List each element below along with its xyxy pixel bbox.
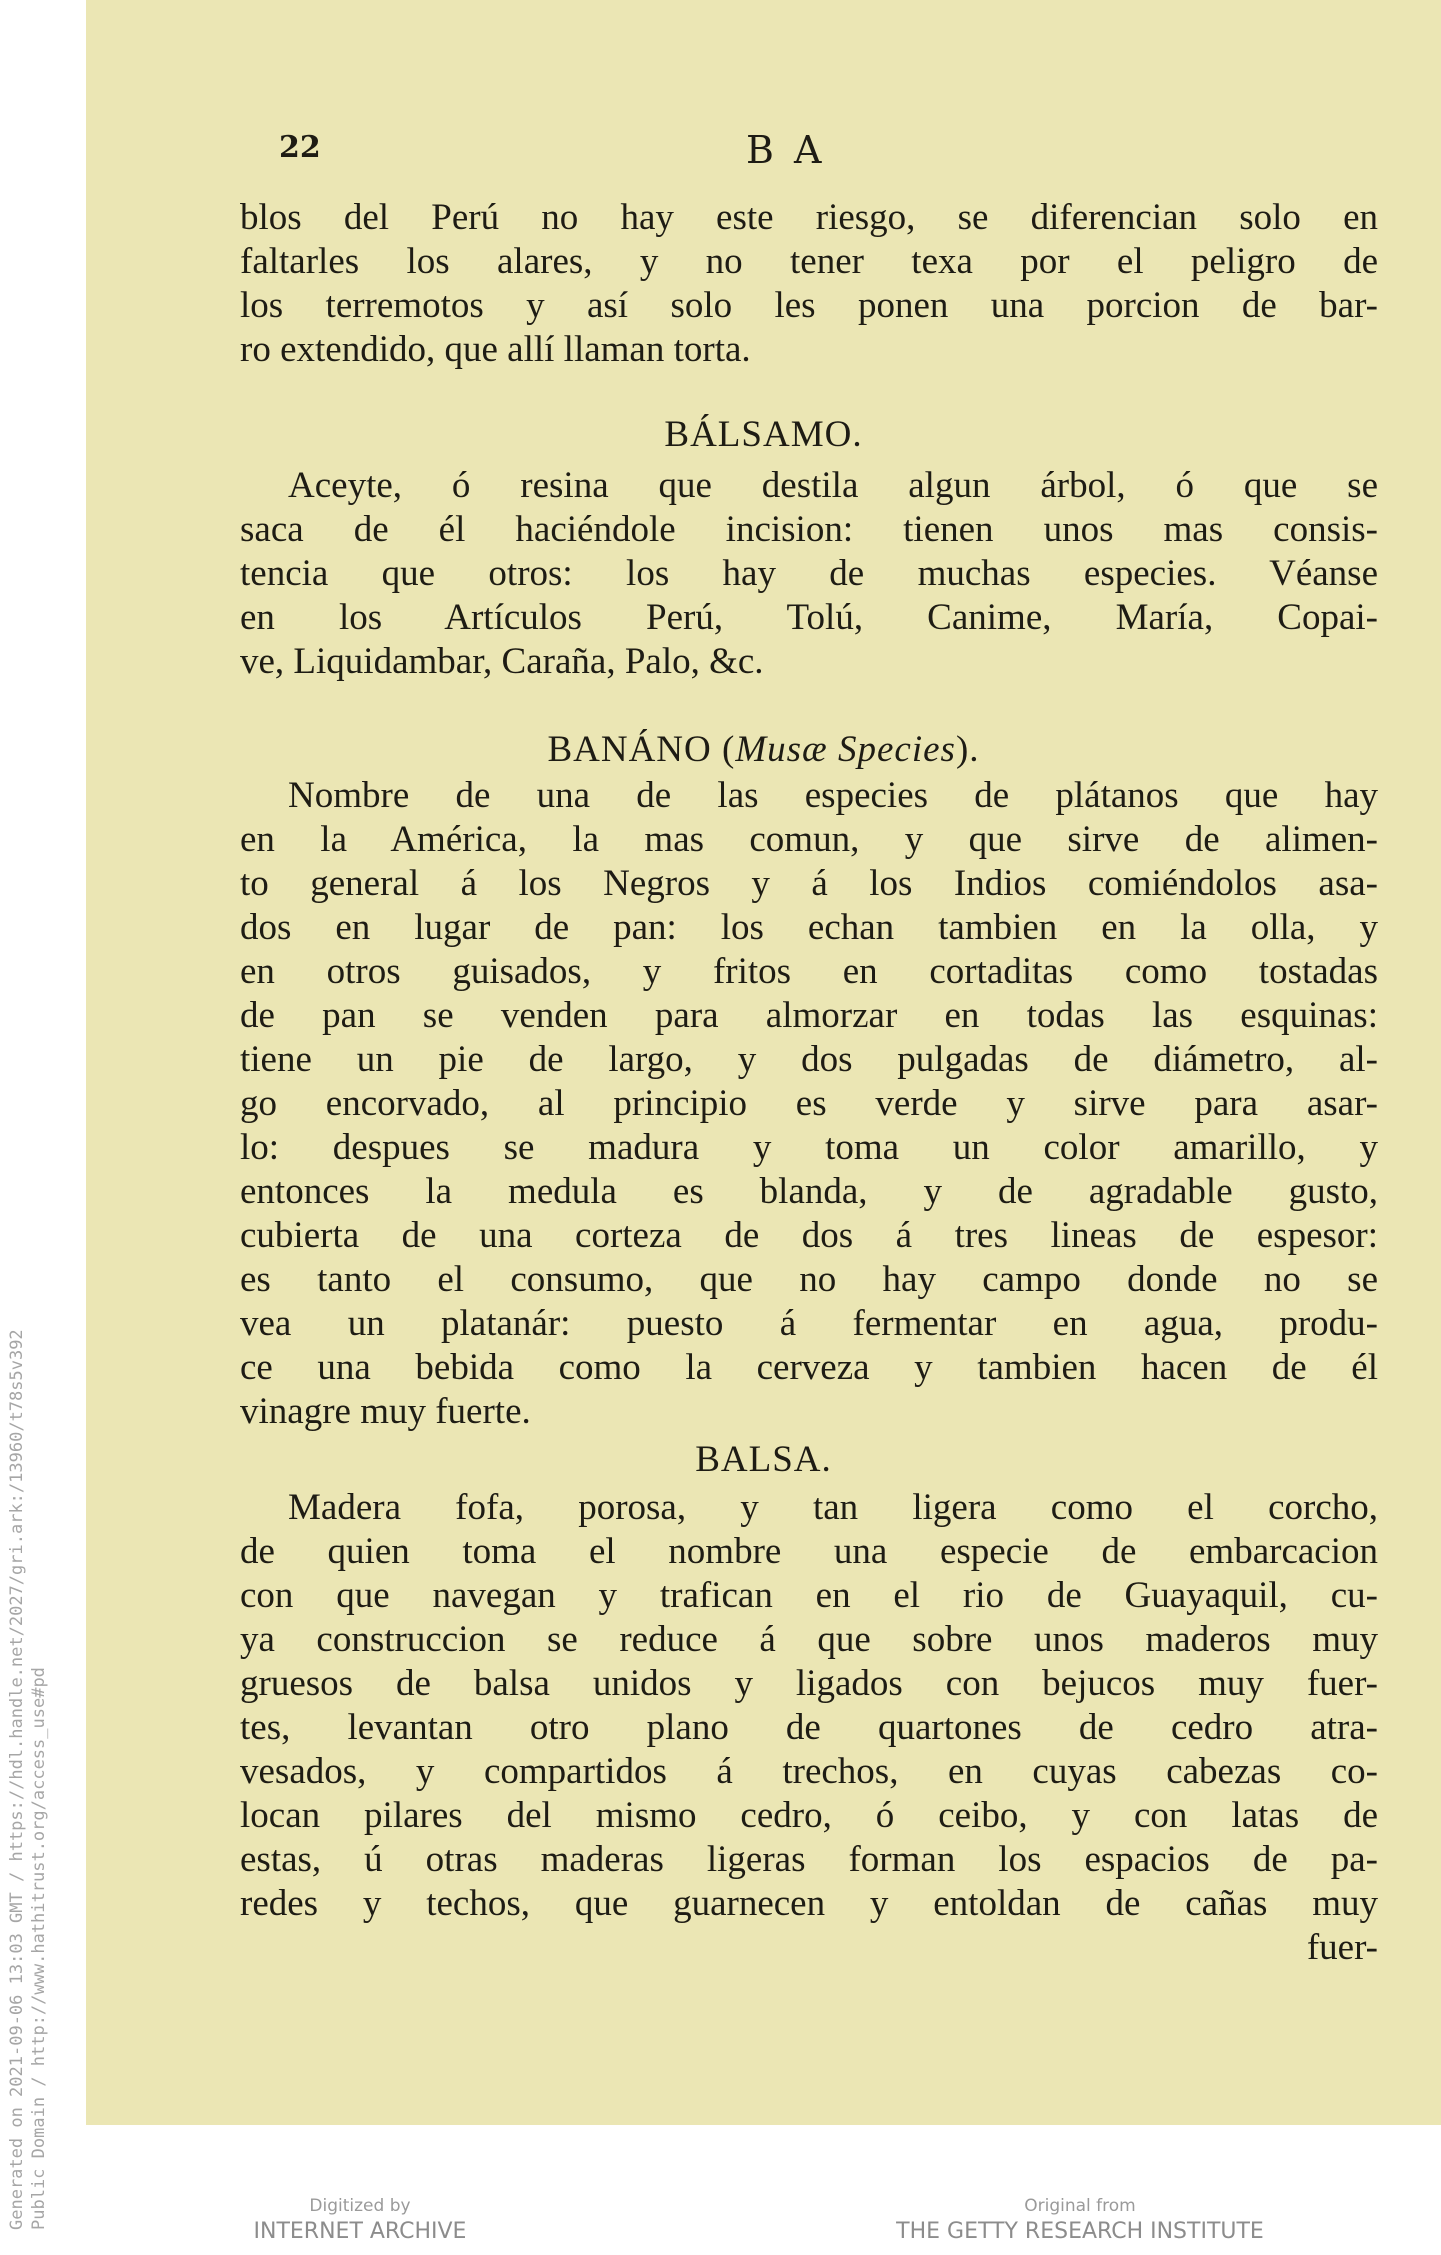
text-line: dos en lugar de pan: los echan tambien en la olla, y [240, 907, 1378, 948]
text-line: con que navegan y trafican en el rio de Guayaquil, cu- [240, 1575, 1378, 1616]
text-line: vea un platanár: puesto á fermentar en agua, produ- [240, 1303, 1378, 1344]
entry-body-balsa [240, 1486, 1378, 1970]
entry-heading-balsamo: BÁLSAMO. [664, 414, 863, 455]
text-line: entonces la medula es blanda, y de agradable gusto, [240, 1171, 1378, 1212]
text-line: cubierta de una corteza de dos á tres lineas de espesor: [240, 1215, 1378, 1256]
text-line: gruesos de balsa unidos y ligados con bejucos muy fuer- [240, 1663, 1378, 1704]
original-from-credit [860, 2195, 1300, 2247]
text-line: vinagre muy fuerte. [240, 1391, 531, 1432]
text-line: faltarles los alares, y no tener texa por el peligro de [240, 241, 1378, 282]
text-line: es tanto el consumo, que no hay campo donde no se [240, 1259, 1378, 1300]
text-line: go encorvado, al principio es verde y sirve para asar- [240, 1083, 1378, 1124]
entry-heading-balsa: BALSA. [695, 1439, 832, 1480]
text-line: blos del Perú no hay este riesgo, se diferencian solo en [240, 197, 1378, 238]
catchword: fuer- [1306, 1927, 1378, 1968]
text-line: ve, Liquidambar, Caraña, Palo, &c. [240, 641, 764, 682]
text-line: lo: despues se madura y toma un color amarillo, y [240, 1127, 1378, 1168]
text-line: de pan se venden para almorzar en todas las esquinas: [240, 995, 1378, 1036]
text-line: los terremotos y así solo les ponen una porcion de bar- [240, 285, 1378, 326]
headword: BANÁNO [547, 729, 712, 770]
text-line: de quien toma el nombre una especie de embarcacion [240, 1531, 1378, 1572]
text-line: ro extendido, que allí llaman torta. [240, 329, 751, 370]
text-line: locan pilares del mismo cedro, ó ceibo, y con latas de [240, 1795, 1378, 1836]
page-number: 22 [279, 130, 321, 165]
digitized-by-credit [220, 2195, 500, 2247]
entry-heading-banano: BANÁNO (Musæ Species). [547, 729, 980, 770]
getty-institute-label: THE GETTY RESEARCH INSTITUTE [896, 2219, 1264, 2244]
text-line: tes, levantan otro plano de quartones de cedro atra- [240, 1707, 1378, 1748]
digitized-by-label: Digitized by [309, 2196, 411, 2216]
text-line: en otros guisados, y fritos en cortaditas como tostadas [240, 951, 1378, 992]
text-line: tiene un pie de largo, y dos pulgadas de diámetro, al- [240, 1039, 1378, 1080]
text-line: Aceyte, ó resina que destila algun árbol, ó que se [288, 465, 1378, 506]
text-line: en los Artículos Perú, Tolú, Canime, María, Copai- [240, 597, 1378, 638]
text-line: saca de él haciéndole incision: tienen unos mas consis- [240, 509, 1378, 550]
book-page [86, 0, 1441, 2125]
original-from-label: Original from [1024, 2196, 1136, 2216]
text-line: estas, ú otras maderas ligeras forman los espacios de pa- [240, 1839, 1378, 1880]
digitization-footer [0, 2195, 1441, 2255]
continuation-paragraph [240, 196, 1378, 372]
text-line: vesados, y compartidos á trechos, en cuyas cabezas co- [240, 1751, 1378, 1792]
text-line: ce una bebida como la cerveza y tambien hacen de él [240, 1347, 1378, 1388]
scientific-name: Musæ Species [735, 729, 956, 770]
text-line: ya construccion se reduce á que sobre unos maderos muy [240, 1619, 1378, 1660]
text-line: Madera fofa, porosa, y tan ligera como el corcho, [288, 1487, 1378, 1528]
entry-body-banano [240, 774, 1378, 1434]
text-line: Nombre de una de las especies de plátanos que hay [288, 775, 1378, 816]
text-line: to general á los Negros y á los Indios comiéndolos asa- [240, 863, 1378, 904]
text-line: tencia que otros: los hay de muchas especies. Véanse [240, 553, 1378, 594]
entry-body-balsamo [240, 464, 1378, 684]
running-head: B A [746, 128, 826, 172]
generated-stamp-line: Generated on 2021-09-06 13:03 GMT / https://hdl.handle.net/2027/gri.ark:/13960/t78s5v392 [7, 1329, 27, 2230]
access-watermark [6, 1030, 50, 2230]
text-line: en la América, la mas comun, y que sirve de alimen- [240, 819, 1378, 860]
page-header [86, 128, 1441, 178]
rights-stamp-line: Public Domain / http://www.hathitrust.org/access_use#pd [29, 1667, 49, 2230]
text-line: redes y techos, que guarnecen y entoldan de cañas muy [240, 1883, 1378, 1924]
internet-archive-label: INTERNET ARCHIVE [253, 2219, 467, 2244]
